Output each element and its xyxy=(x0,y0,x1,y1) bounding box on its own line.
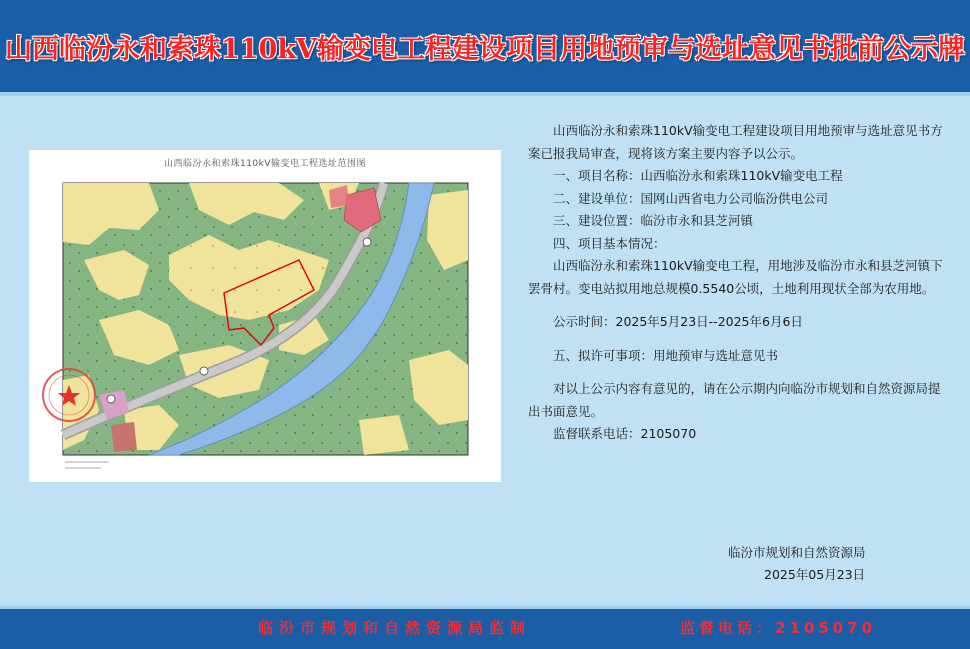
permit-matter: 五、拟许可事项：用地预审与选址意见书 xyxy=(553,347,779,363)
notice-intro: 山西临汾永和索珠110kV输变电工程建设项目用地预审与选址意见书方案已报我局审查，现将该方案主要内容予以公示。 xyxy=(528,123,943,161)
project-basic-heading: 四、项目基本情况： xyxy=(553,235,666,251)
map-title: 山西临汾永和索珠110kV输变电工程选址范围图 xyxy=(163,159,367,169)
header-banner xyxy=(0,0,970,96)
site-map-image xyxy=(29,150,501,482)
project-basic-detail: 山西临汾永和索珠110kV输变电工程，用地涉及临汾市永和县芝河镇下罢骨村。变电站拟用地总规模0.5540公顷，土地利用现状全部为农用地。 xyxy=(528,258,943,296)
footer-supervisor: 临汾市规划和自然资源局监制 xyxy=(258,619,532,637)
signature-block xyxy=(728,542,908,586)
supervision-phone: 监督联系电话：2105070 xyxy=(553,426,697,441)
notice-content xyxy=(528,120,948,446)
construction-unit: 二、建设单位：国网山西省电力公司临汾供电公司 xyxy=(553,190,829,206)
opinion-instruction: 对以上公示内容有意见的，请在公示期内向临汾市规划和自然资源局提出书面意见。 xyxy=(528,381,941,419)
notice-time: 公示时间：2025年5月23日--2025年6月6日 xyxy=(553,314,803,329)
site-map xyxy=(29,150,501,482)
footer-phone: 监督电话：2105070 xyxy=(680,619,877,637)
footer-banner xyxy=(0,606,970,649)
issue-date: 2025年05月23日 xyxy=(764,567,866,582)
project-name: 一、项目名称：山西临汾永和索珠110kV输变电工程 xyxy=(553,168,843,183)
construction-location: 三、建设位置：临汾市永和县芝河镇 xyxy=(553,213,754,228)
issuing-organization: 临汾市规划和自然资源局 xyxy=(728,545,866,560)
page-title: 山西临汾永和索珠110kV输变电工程建设项目用地预审与选址意见书批前公示牌 xyxy=(4,33,965,65)
